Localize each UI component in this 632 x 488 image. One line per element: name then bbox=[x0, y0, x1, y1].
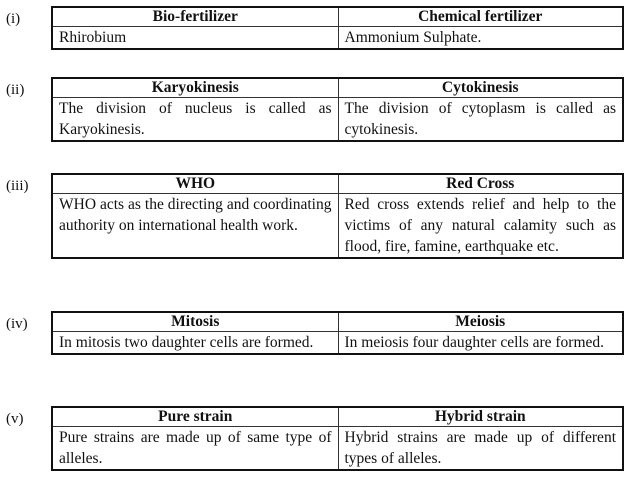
table-cell: WHO acts as the directing and coordinating authority on international health work. bbox=[53, 194, 338, 258]
column-header: Chemical fertilizer bbox=[338, 8, 622, 27]
table-cell: Pure strains are made up of same type of alleles. bbox=[53, 427, 338, 470]
table-cell: The division of cytoplasm is called as cytokinesis. bbox=[338, 98, 622, 141]
column-header: Hybrid strain bbox=[338, 408, 622, 427]
comparison-table-who-vs-red-cross bbox=[51, 173, 624, 259]
column-header: Mitosis bbox=[53, 313, 338, 332]
column-header: Karyokinesis bbox=[53, 79, 338, 98]
comparison-table-pure-vs-hybrid-strain bbox=[51, 406, 624, 471]
table-cell: The division of nucleus is called as Karyokinesis. bbox=[53, 98, 338, 141]
item-number: (iv) bbox=[6, 316, 28, 332]
item-number: (ii) bbox=[6, 82, 25, 98]
table-cell: In mitosis two daughter cells are formed. bbox=[53, 332, 338, 354]
column-header: Cytokinesis bbox=[338, 79, 622, 98]
item-number: (v) bbox=[6, 411, 24, 427]
table-cell: Red cross extends relief and help to the victims of any natural calamity such as flood, fire, famine, earthquake etc. bbox=[338, 194, 622, 258]
column-header: Bio-fertilizer bbox=[53, 8, 338, 27]
comparison-table-mitosis-vs-meiosis bbox=[51, 311, 624, 355]
comparison-table-bio-vs-chemical-fertilizer bbox=[51, 6, 624, 50]
column-header: Meiosis bbox=[338, 313, 622, 332]
column-header: Red Cross bbox=[338, 175, 622, 194]
column-header: Pure strain bbox=[53, 408, 338, 427]
column-header: WHO bbox=[53, 175, 338, 194]
table-cell: Rhirobium bbox=[53, 27, 338, 49]
table-cell: In meiosis four daughter cells are formed. bbox=[338, 332, 622, 354]
table-cell: Hybrid strains are made up of different types of alleles. bbox=[338, 427, 622, 470]
item-number: (i) bbox=[6, 11, 21, 27]
item-number: (iii) bbox=[6, 178, 29, 194]
table-cell: Ammonium Sulphate. bbox=[338, 27, 622, 49]
comparison-table-karyokinesis-vs-cytokinesis bbox=[51, 77, 624, 142]
